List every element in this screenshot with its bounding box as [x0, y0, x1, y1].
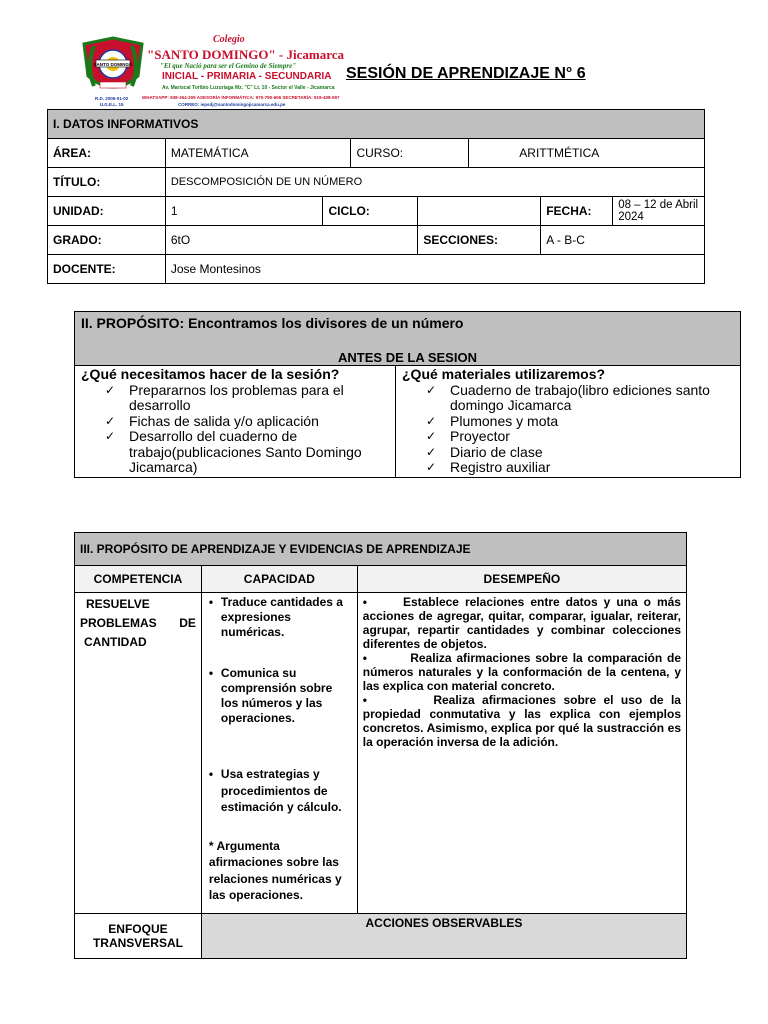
col-desempeno: DESEMPEÑO	[357, 566, 686, 593]
area-label: ÁREA:	[48, 139, 166, 168]
school-colegio-label: Colegio	[213, 34, 245, 45]
checklist-text: Diario de clase	[450, 443, 543, 460]
desempeno-cell	[357, 593, 686, 914]
session-title: SESIÓN DE APRENDIZAJE N° 6	[346, 65, 586, 82]
desempeno-text: Establece relaciones entre datos y una o más acciones de agregar, quitar, comparar, igualar, reiterar, agrupar, repartir cantidades y combinar colecciones diferentes de objetos.	[362, 595, 681, 651]
bullet-icon: •	[362, 595, 367, 609]
checklist-text: Proyector	[450, 428, 510, 444]
curso-value: ARITTMÉTICA	[469, 139, 705, 168]
desempeno-item	[363, 693, 681, 749]
desempeno-item	[363, 651, 681, 693]
school-email: CORREO: iepsdj@santodomingojicamarca.edu.pe	[178, 102, 286, 107]
capacidad-item	[207, 838, 352, 904]
checkmark-icon: ✓	[426, 460, 437, 474]
checklist-text: Fichas de salida y/o aplicación	[129, 412, 319, 429]
checklist-item	[105, 383, 389, 414]
checkmark-icon: ✓	[105, 413, 116, 428]
acciones-observables-label: ACCIONES OBSERVABLES	[201, 914, 686, 959]
checkmark-icon: ✓	[426, 413, 437, 428]
ciclo-value	[418, 197, 541, 226]
checklist-item	[426, 414, 734, 430]
checklist-item	[426, 460, 734, 476]
datos-title: I. DATOS INFORMATIVOS	[48, 110, 705, 139]
titulo-label: TÍTULO:	[48, 168, 166, 197]
checkmark-icon: ✓	[105, 429, 116, 443]
desempeno-item	[363, 595, 681, 651]
titulo-value: DESCOMPOSICIÓN DE UN NÚMERO	[165, 168, 704, 197]
checkmark-icon: ✓	[426, 429, 437, 443]
desempeno-text: Realiza afirmaciones sobre la comparación de números naturales y la conformación de la centena, y las explica con material concreto.	[362, 651, 681, 693]
capacidad-cell	[201, 593, 357, 914]
secciones-label: SECCIONES:	[418, 226, 541, 255]
capacidad-text: Traduce cantidades a expresiones numéricas.	[220, 595, 343, 639]
materials-question: ¿Qué materiales utilizaremos?	[402, 366, 606, 382]
capacidad-text: * Argumenta afirmaciones sobre las relaciones numéricas y las operaciones.	[208, 838, 342, 902]
secciones-value: A - B-C	[541, 226, 705, 255]
checklist-item	[105, 414, 389, 430]
area-value: MATEMÁTICA	[165, 139, 351, 168]
materials-column	[396, 366, 740, 477]
capacidad-text: Usa estrategias y procedimientos de estimación y cálculo.	[220, 767, 342, 814]
needs-column	[75, 366, 396, 477]
checkmark-icon: ✓	[426, 382, 437, 397]
competencia-line-1: RESUELVE	[86, 597, 150, 611]
enfoque-transversal-label: ENFOQUE TRANSVERSAL	[75, 914, 202, 959]
capacidad-item	[207, 595, 352, 640]
bullet-icon: •	[208, 767, 214, 781]
bullet-icon: •	[208, 595, 214, 609]
competencia-line-4: CANTIDAD	[84, 635, 147, 649]
checklist-text: Cuaderno de trabajo(libro ediciones santo domingo Jicamarca	[450, 381, 710, 413]
checklist-text: Registro auxiliar	[450, 459, 551, 475]
school-levels: INICIAL - PRIMARIA - SECUNDARIA	[162, 71, 332, 82]
antes-sesion-subtitle: ANTES DE LA SESION	[338, 350, 477, 365]
materials-list	[402, 383, 734, 476]
capacidad-text: Comunica su comprensión sobre los números y las operaciones.	[220, 666, 333, 725]
fecha-value: 08 – 12 de Abril 2024	[618, 199, 699, 223]
resolution-line-2: U.G.E.L. 15	[99, 102, 124, 107]
curso-label: CURSO:	[351, 139, 469, 168]
resolution-line-1: R.D. 2006-01-02	[95, 96, 129, 101]
checklist-item	[426, 429, 734, 445]
needs-list	[81, 383, 389, 476]
aprendizaje-title: III. PROPÓSITO DE APRENDIZAJE Y EVIDENCIAS DE APRENDIZAJE	[75, 533, 687, 566]
col-capacidad: CAPACIDAD	[201, 566, 357, 593]
unidad-value: 1	[165, 197, 323, 226]
checkmark-icon: ✓	[426, 444, 437, 459]
desempeno-text: Realiza afirmaciones sobre el uso de la propiedad conmutativa y las explica con ejemplos concretos. Asimismo, explica por qué la sustracción es la operación inversa de la adición.	[362, 693, 681, 749]
checklist-text: Prepararnos los problemas para el desarrollo	[129, 381, 344, 413]
checkmark-icon: ✓	[105, 382, 116, 397]
bullet-icon: •	[362, 651, 367, 665]
checklist-item	[105, 429, 389, 476]
competencia-line-2: PROBLEMAS	[80, 616, 157, 630]
checklist-text: Desarrollo del cuaderno de trabajo(publicaciones Santo Domingo Jicamarca)	[129, 428, 362, 475]
docente-label: DOCENTE:	[48, 255, 166, 284]
proposito-section	[74, 311, 741, 478]
unidad-label: UNIDAD:	[48, 197, 166, 226]
needs-question: ¿Qué necesitamos hacer de la sesión?	[81, 366, 340, 382]
school-motto: "El que Nació para ser el Gemino de Siempre"	[160, 62, 297, 70]
bullet-icon: •	[208, 666, 214, 680]
aprendizaje-table	[74, 532, 687, 959]
checklist-item	[426, 445, 734, 461]
capacidad-item	[207, 666, 352, 726]
fecha-label: FECHA:	[541, 197, 613, 225]
datos-informativos-table	[47, 109, 705, 284]
school-address: Av. Mariscal Toribio Luzuriaga Mz. "C" Lt. 10 - Sector el Valle - Jicamarca	[162, 85, 335, 91]
logo-text: SANTO DOMINGO	[93, 62, 133, 67]
competencia-cell	[75, 593, 202, 914]
proposito-title: II. PROPÓSITO: Encontramos los divisores de un número	[81, 315, 464, 331]
school-phones: WHATSAPP: 938-364-209 ASESORÍA INFORMÁTICA: 970-790-606 SECRETARÍA: 919-408-097	[142, 95, 340, 100]
school-resolution	[95, 96, 128, 108]
docente-value: Jose Montesinos	[165, 255, 704, 284]
competencia-line-3: DE	[179, 616, 196, 630]
school-name: "SANTO DOMINGO" - Jicamarca	[147, 47, 345, 62]
checklist-text: Plumones y mota	[450, 412, 559, 429]
col-competencia: COMPETENCIA	[75, 566, 202, 593]
bullet-icon: •	[362, 693, 367, 707]
ciclo-label: CICLO:	[323, 197, 418, 226]
grado-value: 6tO	[165, 226, 418, 255]
capacidad-item	[207, 766, 352, 816]
grado-label: GRADO:	[48, 226, 166, 255]
checklist-item	[426, 383, 734, 414]
school-logo	[80, 36, 146, 98]
